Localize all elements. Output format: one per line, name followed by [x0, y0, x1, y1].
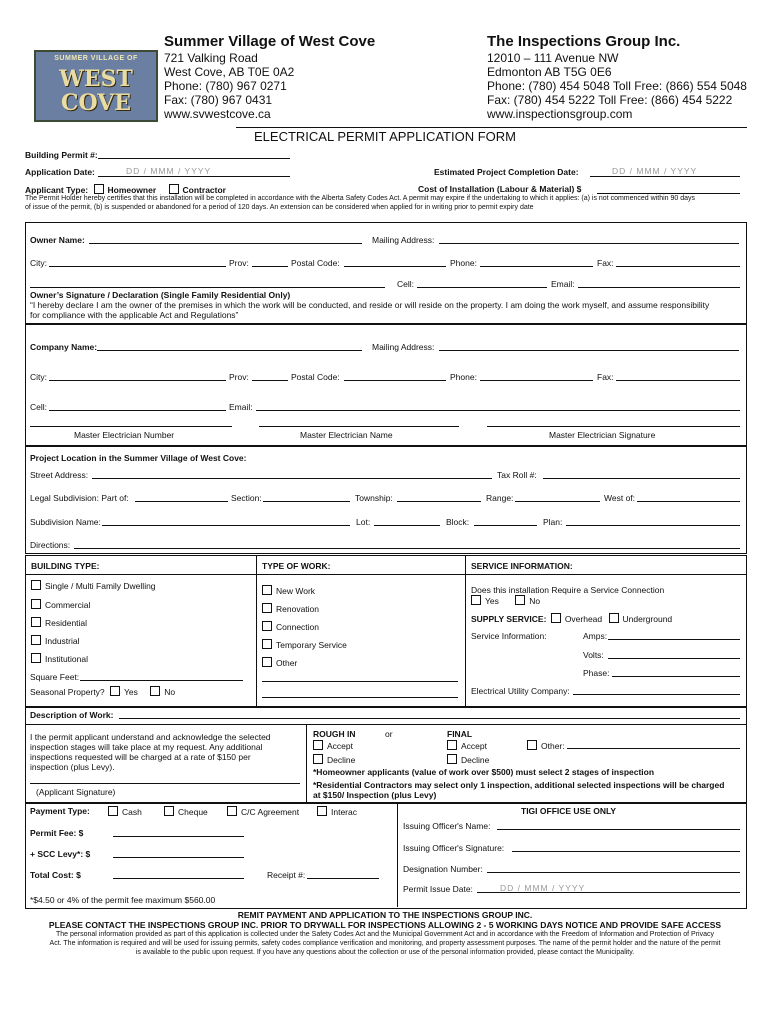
street-address-label: Street Address:: [30, 470, 89, 480]
master-name-label: Master Electrician Name: [300, 430, 393, 440]
total-cost-label: Total Cost: $: [30, 870, 81, 880]
township-label: Township:: [355, 493, 393, 503]
or-label: or: [385, 729, 393, 739]
section-label: Section:: [231, 493, 262, 503]
payment-cc[interactable]: C/C Agreement: [227, 806, 299, 817]
owner-prov-input[interactable]: [252, 266, 288, 267]
final-other-input[interactable]: [567, 748, 740, 749]
work-other-input-2[interactable]: [262, 697, 458, 698]
owner-mailing-input[interactable]: [439, 243, 739, 244]
subdivision-input[interactable]: [102, 525, 350, 526]
work-renovation[interactable]: Renovation: [262, 603, 319, 614]
range-input[interactable]: [515, 501, 600, 502]
owner-fax-input[interactable]: [616, 266, 740, 267]
master-signature-label: Master Electrician Signature: [549, 430, 656, 440]
block-input[interactable]: [474, 525, 537, 526]
supply-service-row: SUPPLY SERVICE: Overhead Underground: [471, 614, 673, 624]
phase-input[interactable]: [612, 676, 740, 677]
amps-label: Amps:: [583, 631, 608, 641]
tax-roll-input[interactable]: [543, 478, 740, 479]
owner-name-input[interactable]: [89, 243, 362, 244]
applicant-type-label: Applicant Type: Homeowner Contractor: [25, 185, 226, 195]
company-prov-input[interactable]: [252, 380, 288, 381]
payment-cash[interactable]: Cash: [108, 806, 142, 817]
permit-fee-input[interactable]: [113, 836, 244, 837]
utility-company-label: Electrical Utility Company:: [471, 686, 570, 696]
building-type-single[interactable]: Single / Multi Family Dwelling: [31, 580, 156, 591]
company-name-input[interactable]: [97, 350, 362, 351]
checkbox-icon[interactable]: [313, 754, 323, 764]
officer-name-input[interactable]: [497, 829, 740, 830]
owner-email-label: Email:: [551, 279, 575, 289]
west-cove-logo: SUMMER VILLAGE OF WEST COVE: [34, 50, 158, 122]
township-input[interactable]: [397, 501, 481, 502]
utility-company-input[interactable]: [573, 694, 740, 695]
owner-email-input[interactable]: [578, 287, 740, 288]
receipt-label: Receipt #:: [267, 870, 306, 880]
checkbox-icon[interactable]: [313, 740, 323, 750]
company-email-input[interactable]: [256, 410, 740, 411]
work-connection[interactable]: Connection: [262, 621, 319, 632]
officer-name-label: Issuing Officer's Name:: [403, 821, 491, 831]
checkbox-icon[interactable]: [527, 740, 537, 750]
service-yes-checkbox[interactable]: [471, 595, 481, 605]
phase-label: Phase:: [583, 668, 610, 678]
owner-postal-input[interactable]: [344, 266, 446, 267]
company-phone-input[interactable]: [480, 380, 593, 381]
building-permit-input[interactable]: [98, 158, 290, 159]
square-feet-label: Square Feet:: [30, 672, 80, 682]
seasonal-no-checkbox[interactable]: [150, 686, 160, 696]
scc-levy-label: + SCC Levy*: $: [30, 849, 91, 859]
directions-input[interactable]: [74, 548, 740, 549]
description-input[interactable]: [119, 718, 740, 719]
block-label: Block:: [446, 517, 470, 527]
owner-phone-input[interactable]: [480, 266, 593, 267]
tax-roll-label: Tax Roll #:: [497, 470, 537, 480]
issue-date-label: Permit Issue Date:: [403, 884, 473, 894]
service-information-label: Service Information:: [471, 631, 547, 641]
service-connection-options: Yes No: [471, 595, 540, 606]
street-address-input[interactable]: [92, 478, 492, 479]
work-other[interactable]: Other: [262, 657, 297, 668]
total-cost-input[interactable]: [113, 878, 244, 879]
range-label: Range:: [486, 493, 514, 503]
volts-label: Volts:: [583, 650, 604, 660]
office-use-title: TIGI OFFICE USE ONLY: [521, 806, 617, 816]
payment-interac[interactable]: Interac: [317, 806, 357, 817]
description-label: Description of Work:: [30, 710, 114, 720]
plan-label: Plan:: [543, 517, 563, 527]
plan-input[interactable]: [566, 525, 740, 526]
amps-input[interactable]: [608, 639, 740, 640]
owner-phone-label: Phone:: [450, 258, 477, 268]
privacy-text-2: Act. The information is required and will be used for issuing permits, safety codes compliance verification and monitoring, and property assessment purposes. The name of the permit holder and the nature of the permit: [49, 940, 721, 947]
seasonal-property-row: Seasonal Property? Yes No: [30, 687, 176, 697]
building-type-industrial[interactable]: Industrial: [31, 635, 80, 646]
contractor-checkbox[interactable]: [169, 184, 179, 194]
building-permit-label: Building Permit #:: [25, 150, 98, 160]
officer-signature-input[interactable]: [512, 851, 740, 852]
municipality-title: Summer Village of West Cove: [164, 33, 376, 50]
overhead-checkbox[interactable]: [551, 613, 561, 623]
payment-divider: [397, 802, 398, 907]
completion-date-placeholder: DD / MMM / YYYY: [612, 166, 698, 176]
volts-input[interactable]: [608, 658, 740, 659]
company-mailing-input[interactable]: [439, 350, 739, 351]
checkbox-icon[interactable]: [31, 617, 41, 627]
certify-text-1: The Permit Holder hereby certifies that this installation will be completed in accordance with the Alberta Safety Codes Act. A permit may expire if the undertaking to which it applies: (a) is not commenced within 90 days: [25, 195, 695, 202]
designation-label: Designation Number:: [403, 864, 483, 874]
checkbox-icon[interactable]: [262, 603, 272, 613]
checkbox-icon[interactable]: [31, 653, 41, 663]
rough-in-label: ROUGH IN: [313, 729, 356, 739]
application-date-input[interactable]: [98, 176, 290, 177]
completion-date-label: Estimated Project Completion Date:: [434, 167, 579, 177]
application-date-label: Application Date:: [25, 167, 95, 177]
company-cell-input[interactable]: [49, 410, 226, 411]
company-postal-input[interactable]: [344, 380, 446, 381]
column-divider-1: [256, 555, 257, 707]
underground-checkbox[interactable]: [609, 613, 619, 623]
owner-declaration-text-2: for compliance with the applicable Act and Regulations”: [30, 310, 239, 320]
type-of-work-title: TYPE OF WORK:: [262, 561, 331, 571]
building-type-residential[interactable]: Residential: [31, 617, 87, 628]
location-title: Project Location in the Summer Village of West Cove:: [30, 453, 247, 463]
work-new[interactable]: New Work: [262, 585, 315, 596]
work-other-input-1[interactable]: [262, 681, 458, 682]
officer-signature-label: Issuing Officer's Signature:: [403, 843, 505, 853]
cost-label: Cost of Installation (Labour & Material) $: [418, 184, 582, 194]
final-label: FINAL: [447, 729, 473, 739]
building-type-commercial[interactable]: Commercial: [31, 599, 90, 610]
work-temporary[interactable]: Temporary Service: [262, 639, 347, 650]
company-cell-label: Cell:: [30, 402, 48, 412]
homeowner-checkbox[interactable]: [94, 184, 104, 194]
inspection-divider: [306, 724, 307, 802]
company-mailing-label: Mailing Address:: [372, 342, 435, 352]
checkbox-icon[interactable]: [164, 806, 174, 816]
description-divider: [25, 724, 746, 725]
section-input[interactable]: [263, 501, 350, 502]
company-email-label: Email:: [229, 402, 253, 412]
owner-city-label: City:: [30, 258, 47, 268]
checkbox-icon[interactable]: [262, 639, 272, 649]
owner-mailing-label: Mailing Address:: [372, 235, 435, 245]
header-divider: [236, 127, 747, 128]
work-details-section: [25, 555, 747, 707]
owner-name-label: Owner Name:: [30, 235, 85, 245]
directions-label: Directions:: [30, 540, 71, 550]
checkbox-icon[interactable]: [447, 754, 457, 764]
application-date-placeholder: DD / MMM / YYYY: [126, 166, 212, 176]
checkbox-icon[interactable]: [31, 635, 41, 645]
owner-cell-input[interactable]: [417, 287, 547, 288]
building-type-institutional[interactable]: Institutional: [31, 653, 88, 664]
contractor-note-2: at $150/ Inspection (plus Levy): [313, 790, 437, 800]
legal-part-input[interactable]: [135, 501, 228, 502]
west-of-input[interactable]: [637, 501, 740, 502]
agency-address: 12010 – 111 Avenue NW Edmonton AB T5G 0E6 Phone: (780) 454 5048 Toll Free: (866) 554 5048 Fax: (780) 454 5222 Toll Free: (866) 454 5222 www.inspectionsgroup.com: [487, 51, 747, 121]
contractor-note-1: *Residential Contractors may select only 1 inspection, additional selected inspections will be charged: [313, 780, 725, 790]
agency-title: The Inspections Group Inc.: [487, 33, 681, 50]
owner-cell-label: Cell:: [397, 279, 415, 289]
company-name-label: Company Name:: [30, 342, 98, 352]
owner-fax-label: Fax:: [597, 258, 614, 268]
final-other[interactable]: Other:: [527, 740, 565, 751]
owner-postal-label: Postal Code:: [291, 258, 340, 268]
scc-levy-input[interactable]: [113, 857, 244, 858]
contact-notice: PLEASE CONTACT THE INSPECTIONS GROUP INC. PRIOR TO DRYWALL FOR INSPECTIONS ALLOWING 2 - 5 WORKING DAYS NOTICE AND PROVIDE SAFE ACCESS: [48, 920, 722, 930]
owner-declaration-title: Owner’s Signature / Declaration (Single Family Residential Only): [30, 290, 291, 300]
payment-cheque[interactable]: Cheque: [164, 806, 208, 817]
designation-input[interactable]: [487, 872, 740, 873]
certify-text-2: of issue of the permit, (b) is suspended or abandoned for a period of 120 days. An extension can be considered when applied for in writing prior to permit expiry date: [25, 204, 534, 211]
checkbox-icon[interactable]: [317, 806, 327, 816]
legal-subdivision-label: Legal Subdivision: Part of:: [30, 493, 129, 503]
rough-in-decline[interactable]: Decline: [313, 754, 355, 765]
company-prov-label: Prov:: [229, 372, 249, 382]
owner-prov-label: Prov:: [229, 258, 249, 268]
company-city-input[interactable]: [49, 380, 226, 381]
master-number-label: Master Electrician Number: [74, 430, 175, 440]
receipt-input[interactable]: [307, 878, 379, 879]
west-of-label: West of:: [604, 493, 636, 503]
final-decline[interactable]: Decline: [447, 754, 489, 765]
cost-input[interactable]: [597, 193, 740, 194]
master-number-input[interactable]: [30, 426, 232, 427]
applicant-signature-label: (Applicant Signature): [36, 787, 116, 797]
service-info-title: SERVICE INFORMATION:: [471, 561, 573, 571]
checkbox-icon[interactable]: [262, 585, 272, 595]
permit-fee-label: Permit Fee: $: [30, 828, 84, 838]
lot-label: Lot:: [356, 517, 371, 527]
municipality-address: 721 Valking Road West Cove, AB T0E 0A2 Phone: (780) 967 0271 Fax: (780) 967 0431 www.svwestcove.ca: [164, 51, 295, 121]
master-name-input[interactable]: [259, 426, 459, 427]
service-no-checkbox[interactable]: [515, 595, 525, 605]
payment-type-label: Payment Type:: [30, 806, 90, 816]
form-title: ELECTRICAL PERMIT APPLICATION FORM: [254, 129, 516, 144]
checkbox-icon[interactable]: [31, 599, 41, 609]
owner-signature-input[interactable]: [30, 287, 385, 288]
company-postal-label: Postal Code:: [291, 372, 340, 382]
lot-input[interactable]: [374, 525, 440, 526]
remit-notice: REMIT PAYMENT AND APPLICATION TO THE INSPECTIONS GROUP INC.: [237, 910, 533, 920]
square-feet-input[interactable]: [80, 680, 243, 681]
column-header-divider: [25, 574, 746, 575]
privacy-text-3: is available to the public upon request. If you have any questions about the collection or use of the personal information provided, please contact the Municipality.: [135, 949, 635, 956]
checkbox-icon[interactable]: [262, 621, 272, 631]
company-city-label: City:: [30, 372, 47, 382]
checkbox-icon[interactable]: [108, 806, 118, 816]
checkbox-icon[interactable]: [227, 806, 237, 816]
checkbox-icon[interactable]: [31, 580, 41, 590]
acknowledgement-text: I the permit applicant understand and acknowledge the selected inspection stages will take place at my request. Any additional inspections requested will be charged at a rate of $150 per inspection (plus Levy).: [30, 732, 271, 772]
seasonal-yes-checkbox[interactable]: [110, 686, 120, 696]
owner-city-input[interactable]: [49, 266, 226, 267]
homeowner-note: *Homeowner applicants (value of work over $500) must select 2 stages of inspection: [313, 767, 655, 777]
building-type-title: BUILDING TYPE:: [31, 561, 100, 571]
column-divider-2: [465, 555, 466, 707]
owner-declaration-text-1: “I hereby declare I am the owner of the premises in which the work will be conducted, and reside or will reside on the property. I am doing the work myself, and assume responsibility: [30, 300, 710, 310]
completion-date-input[interactable]: [590, 176, 740, 177]
applicant-signature-input[interactable]: [30, 783, 300, 784]
master-signature-input[interactable]: [487, 426, 740, 427]
company-phone-label: Phone:: [450, 372, 477, 382]
levy-note: *$4.50 or 4% of the permit fee maximum $560.00: [30, 895, 216, 905]
checkbox-icon[interactable]: [262, 657, 272, 667]
service-connection-question: Does this installation Require a Service Connection: [471, 585, 665, 595]
final-accept[interactable]: Accept: [447, 740, 487, 751]
rough-in-accept[interactable]: Accept: [313, 740, 353, 751]
company-fax-label: Fax:: [597, 372, 614, 382]
issue-date-placeholder: DD / MMM / YYYY: [500, 883, 586, 893]
privacy-text-1: The personal information provided as part of this application is collected under the Safety Codes Act and the Municipal Government Act and in accordance with the Freedom of Information and Protection of Privacy: [56, 931, 714, 938]
checkbox-icon[interactable]: [447, 740, 457, 750]
company-fax-input[interactable]: [616, 380, 740, 381]
subdivision-label: Subdivision Name:: [30, 517, 101, 527]
